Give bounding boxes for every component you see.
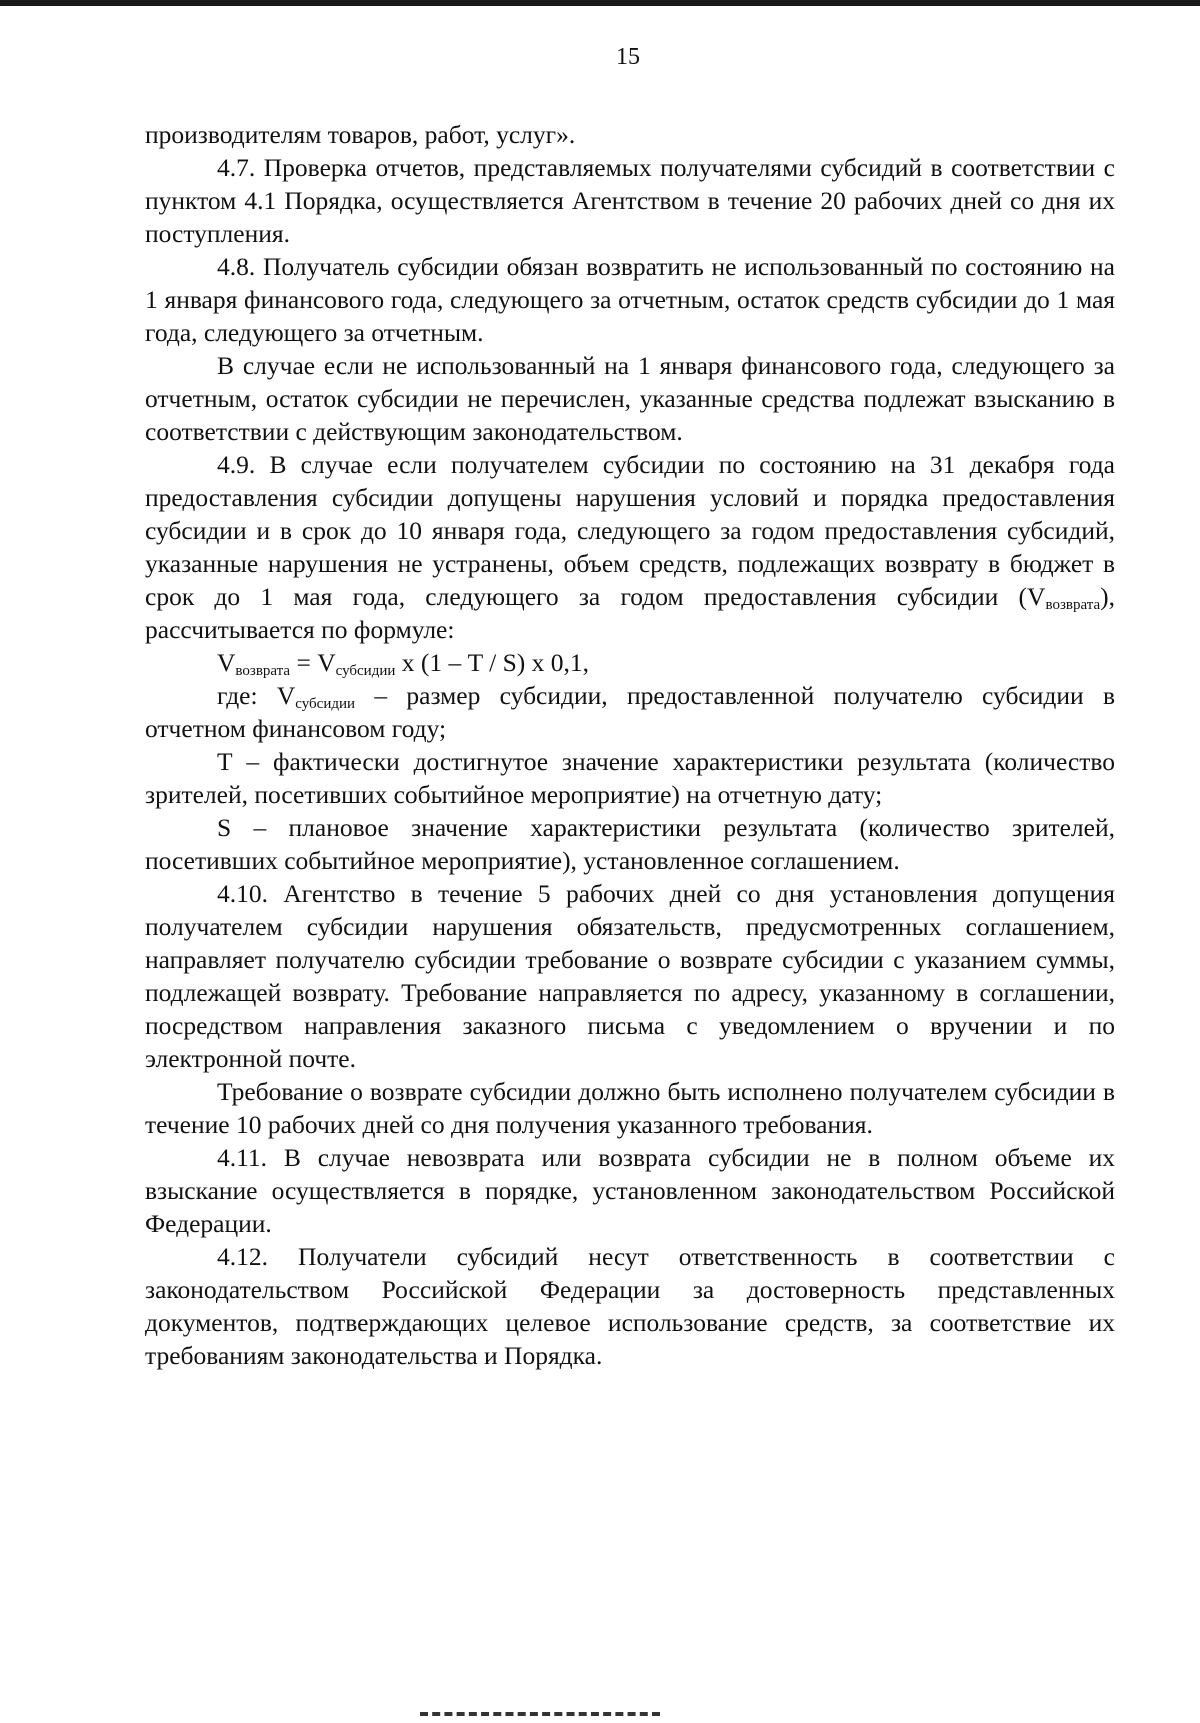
paragraph-4-9-tail: ), рассчитывается по формуле: xyxy=(145,582,1115,644)
paragraph-4-7: 4.7. Проверка отчетов, представляемых получателями субсидий в соответствии с пунктом 4.1 Порядка, осуществляется Агентством в течение 20 рабочих дней со дня их поступления. xyxy=(145,153,1115,248)
paragraph-4-10-demand: Требование о возврате субсидии должно быть исполнено получателем субсидии в течение 10 рабочих дней со дня получения указанного требования. xyxy=(145,1077,1115,1139)
formula-where xyxy=(145,679,1115,745)
formula-equals: = V xyxy=(290,648,336,677)
where-text: – размер субсидии, предоставленной получателю субсидии в отчетном финансовом году; xyxy=(145,681,1115,743)
scan-top-edge xyxy=(0,0,1200,6)
page-number: 15 xyxy=(616,44,640,70)
paragraph-4-8: 4.8. Получатель субсидии обязан возвратить не использованный по состоянию на 1 января финансового года, следующего за отчетным, остаток средств субсидии до 1 мая года, следующего за отчетным. xyxy=(145,252,1115,347)
definition-s: S – плановое значение характеристики результата (количество зрителей, посетивших событийное мероприятие), установленное соглашением. xyxy=(145,813,1115,875)
where-sub-subsidy: субсидии xyxy=(295,696,356,712)
paragraph-4-9-text: 4.9. В случае если получателем субсидии по состоянию на 31 декабря года предоставления субсидии допущены нарушения условий и порядка предоставления субсидии и в срок до 10 января года, следующего за годом предоставления субсидий, указанные нарушения не устранены, объем средств, подлежащих возврату в бюджет в срок до 1 мая года, следующего за годом предоставления субсидии (V xyxy=(145,450,1115,611)
formula-sub-return: возврата xyxy=(235,663,291,679)
formula-rest: х (1 – T / S) х 0,1, xyxy=(395,648,590,677)
subscript-return: возврата xyxy=(1045,597,1101,613)
paragraph-4-12: 4.12. Получатели субсидий несут ответственность в соответствии с законодательством Российской Федерации за достоверность представленных документов, подтверждающих целевое использование средств, за соответствие их требованиям законодательства и Порядка. xyxy=(145,1242,1115,1370)
formula xyxy=(145,646,1115,679)
formula-v-return: V xyxy=(217,648,236,677)
paragraph-4-11: 4.11. В случае невозврата или возврата субсидии не в полном объеме их взыскание осуществляется в порядке, установленном законодательством Российской Федерации. xyxy=(145,1143,1115,1238)
where-prefix: где: V xyxy=(217,681,296,710)
paragraph-4-8-case: В случае если не использованный на 1 января финансового года, следующего за отчетным, остаток субсидии не перечислен, указанные средства подлежат взысканию в соответствии с действующим законодательством. xyxy=(145,351,1115,446)
paragraph-4-9 xyxy=(145,448,1115,646)
paragraph-4-10: 4.10. Агентство в течение 5 рабочих дней со дня установления допущения получателем субсидии нарушения обязательств, предусмотренных соглашением, направляет получателю субсидии требование о возврате субсидии с указанием суммы, подлежащей возврату. Требование направляется по адресу, указанному в соглашении, посредством направления заказного письма с уведомлением о вручении и по электронной почте. xyxy=(145,879,1115,1073)
paragraph-continuation: производителям товаров, работ, услуг». xyxy=(145,120,576,149)
scan-bottom-dashes xyxy=(420,1712,660,1716)
document-body xyxy=(145,118,1115,1372)
definition-t: Т – фактически достигнутое значение характеристики результата (количество зрителей, посетивших событийное мероприятие) на отчетную дату; xyxy=(145,747,1115,809)
formula-sub-subsidy: субсидии xyxy=(335,663,396,679)
